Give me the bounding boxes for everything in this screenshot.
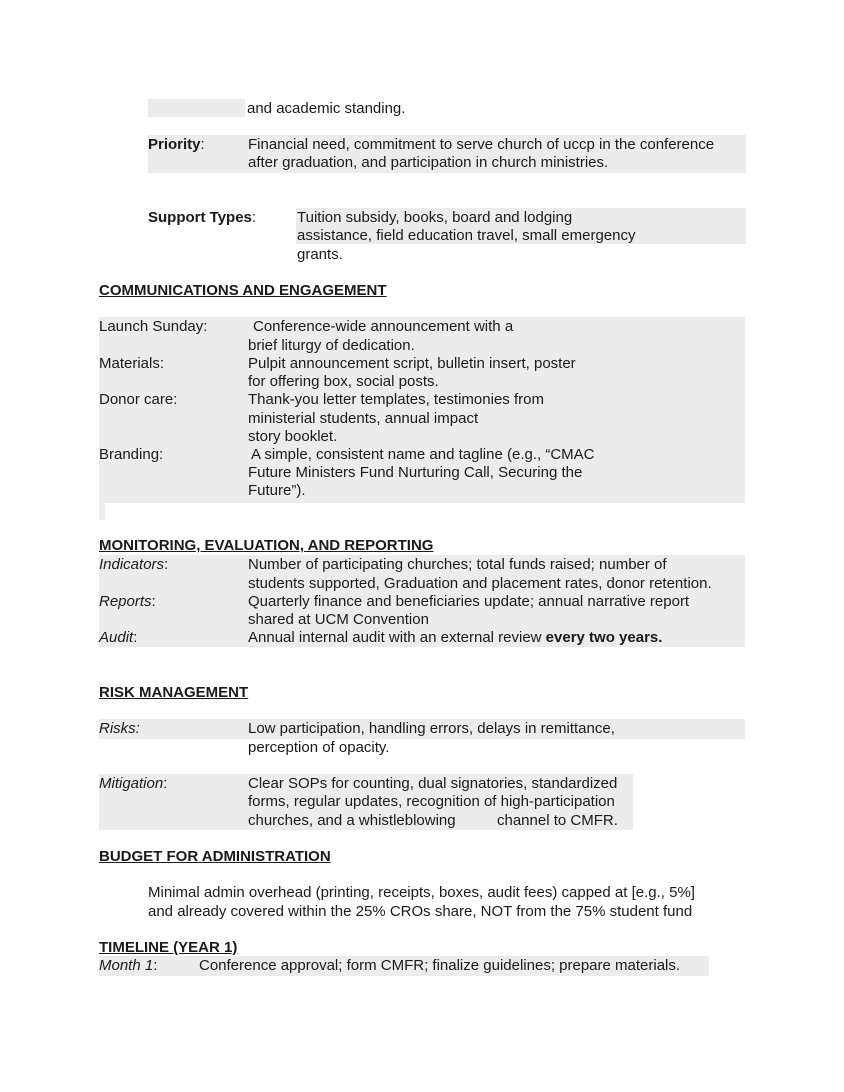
mitigation-text-line3a: churches, and a whistleblowing xyxy=(248,812,456,829)
audit-label-row xyxy=(99,629,137,647)
support-colon: : xyxy=(251,209,257,226)
priority-text-line2: after graduation, and participation in church ministries. xyxy=(248,154,609,171)
indicators-text-line1: Number of participating churches; total funds raised; number of xyxy=(248,556,667,573)
mitigation-label-row xyxy=(99,775,167,793)
launch-text-line1: Conference-wide announcement with a xyxy=(253,318,514,335)
risks-text-line1: Low participation, handling errors, delays in remittance, xyxy=(248,720,615,737)
branding-label: Branding: xyxy=(99,446,164,463)
support-text-line2: assistance, field education travel, small emergency xyxy=(297,227,636,244)
support-text-line1: Tuition subsidy, books, board and lodging xyxy=(297,209,573,226)
reports-label: Reports xyxy=(99,593,152,610)
indicators-text-line2: students supported, Graduation and placement rates, donor retention. xyxy=(248,575,712,592)
support-label: Support Types xyxy=(148,209,252,226)
reports-label-row xyxy=(99,593,156,611)
audit-bold-text: every two years. xyxy=(545,629,663,646)
donor-text-line3: story booklet. xyxy=(248,428,338,445)
priority-label: Priority xyxy=(148,136,201,153)
audit-text-row xyxy=(248,629,662,647)
donor-text-line2: ministerial students, annual impact xyxy=(248,410,479,427)
mitigation-text-line1: Clear SOPs for counting, dual signatories, standardized xyxy=(248,775,618,792)
month1-label-row xyxy=(99,957,157,975)
materials-text-line2: for offering box, social posts. xyxy=(248,373,439,390)
month1-label: Month 1 xyxy=(99,957,154,974)
reports-text-line2: shared at UCM Convention xyxy=(248,611,429,628)
support-text-line3: grants. xyxy=(297,246,343,263)
mitigation-colon: : xyxy=(163,775,168,792)
mitigation-label: Mitigation xyxy=(99,775,164,792)
priority-label-row xyxy=(148,136,205,154)
branding-text-line1: A simple, consistent name and tagline (e.g., “CMAC xyxy=(251,446,595,463)
launch-label: Launch Sunday: xyxy=(99,318,208,335)
donor-text-line1: Thank-you letter templates, testimonies from xyxy=(248,391,544,408)
audit-text: Annual internal audit with an external review xyxy=(248,629,546,646)
donor-label: Donor care: xyxy=(99,391,178,408)
materials-text-line1: Pulpit announcement script, bulletin insert, poster xyxy=(248,355,576,372)
budget-heading: BUDGET FOR ADMINISTRATION xyxy=(99,848,331,865)
timeline-heading: TIMELINE (YEAR 1) xyxy=(99,939,238,956)
budget-text-line1: Minimal admin overhead (printing, receipts, boxes, audit fees) capped at [e.g., 5%] xyxy=(148,884,695,901)
risks-text-line2: perception of opacity. xyxy=(248,739,390,756)
materials-label: Materials: xyxy=(99,355,165,372)
branding-text-line3: Future”). xyxy=(248,482,306,499)
risks-label: Risks: xyxy=(99,720,140,737)
risk-heading: RISK MANAGEMENT xyxy=(99,684,249,701)
indicators-label: Indicators xyxy=(99,556,165,573)
indicators-colon: : xyxy=(164,556,169,573)
mitigation-text-line3b: channel to CMFR. xyxy=(497,812,618,829)
budget-text-line2: and already covered within the 25% CROs share, NOT from the 75% student fund xyxy=(148,903,693,920)
audit-label: Audit xyxy=(99,629,134,646)
launch-text-line2: brief liturgy of dedication. xyxy=(248,337,415,354)
audit-colon: : xyxy=(133,629,138,646)
month1-text: Conference approval; form CMFR; finalize guidelines; prepare materials. xyxy=(199,957,681,974)
support-label-row xyxy=(148,209,256,227)
priority-colon: : xyxy=(200,136,205,153)
reports-text-line1: Quarterly finance and beneficiaries update; annual narrative report xyxy=(248,593,690,610)
monitoring-heading: MONITORING, EVALUATION, AND REPORTING xyxy=(99,537,434,554)
month1-colon: : xyxy=(153,957,158,974)
reports-colon: : xyxy=(151,593,156,610)
indicators-label-row xyxy=(99,556,168,574)
criteria-tail: and academic standing. xyxy=(247,100,406,117)
priority-text-line1: Financial need, commitment to serve church of uccp in the conference xyxy=(248,136,715,153)
mitigation-text-line2: forms, regular updates, recognition of high-participation xyxy=(248,793,615,810)
communications-heading: COMMUNICATIONS AND ENGAGEMENT xyxy=(99,282,387,299)
branding-text-line2: Future Ministers Fund Nurturing Call, Securing the xyxy=(248,464,583,481)
